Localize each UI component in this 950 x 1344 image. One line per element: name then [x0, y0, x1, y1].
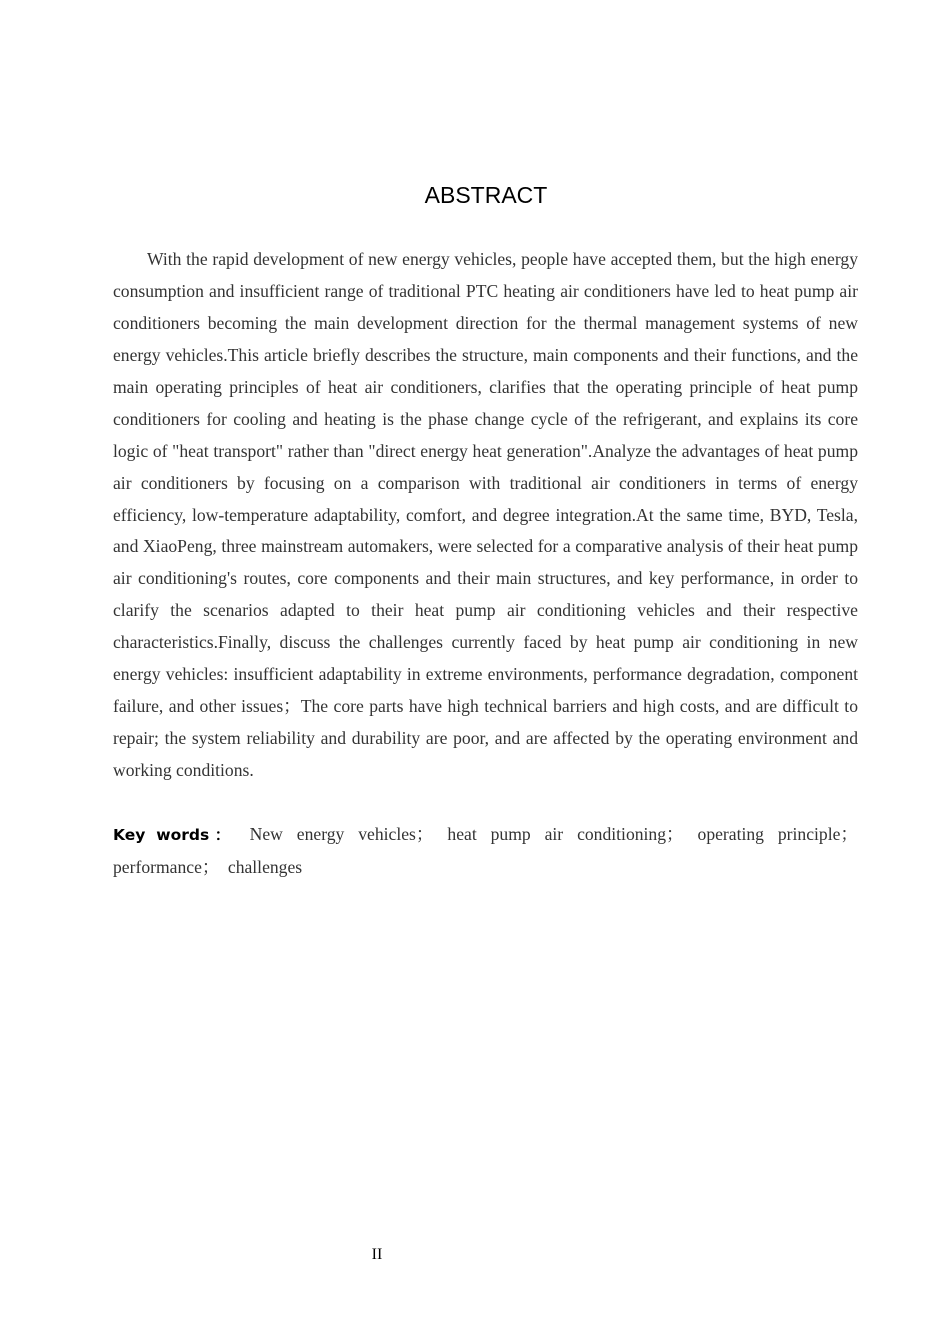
keywords-label: Key words：: [113, 826, 236, 844]
abstract-body: With the rapid development of new energy vehicles, people have accepted them, but the high energy consumption and insufficient range of traditional PTC heating air conditioners have led to heat pump air conditioners becoming the main development direction for the thermal management systems of new energy vehicles.This article briefly describes the structure, main components and their functions, and the main operating principles of heat air conditioners, clarifies that the operating principle of heat pump conditioners for cooling and heating is the phase change cycle of the refrigerant, and explains its core logic of "heat transport" rather than "direct energy heat generation".Analyze the advantages of heat pump air conditioners by focusing on a comparison with traditional air conditioners in terms of energy efficiency, low-temperature adaptability, comfort, and degree integration.At the same time, BYD, Tesla, and XiaoPeng, three mainstream automakers, were selected for a comparative analysis of their heat pump air conditioning's routes, core components and their main structures, and key performance, in order to clarify the scenarios adapted to their heat pump air conditioning vehicles and their respective characteristics.Finally, discuss the challenges currently faced by heat pump air conditioning in new energy vehicles: insufficient adaptability in extreme environments, performance degradation, component failure, and other issues；The core parts have high technical barriers and high costs, and are difficult to repair; the system reliability and durability are poor, and are affected by the operating environment and working conditions.: [113, 249, 858, 780]
keywords-text: New energy vehicles； heat pump air conditioning； operating principle； performance； challenges: [113, 824, 858, 877]
keywords-paragraph: [113, 819, 858, 884]
page-number: II: [371, 1246, 383, 1263]
page-title: ABSTRACT: [424, 182, 548, 208]
